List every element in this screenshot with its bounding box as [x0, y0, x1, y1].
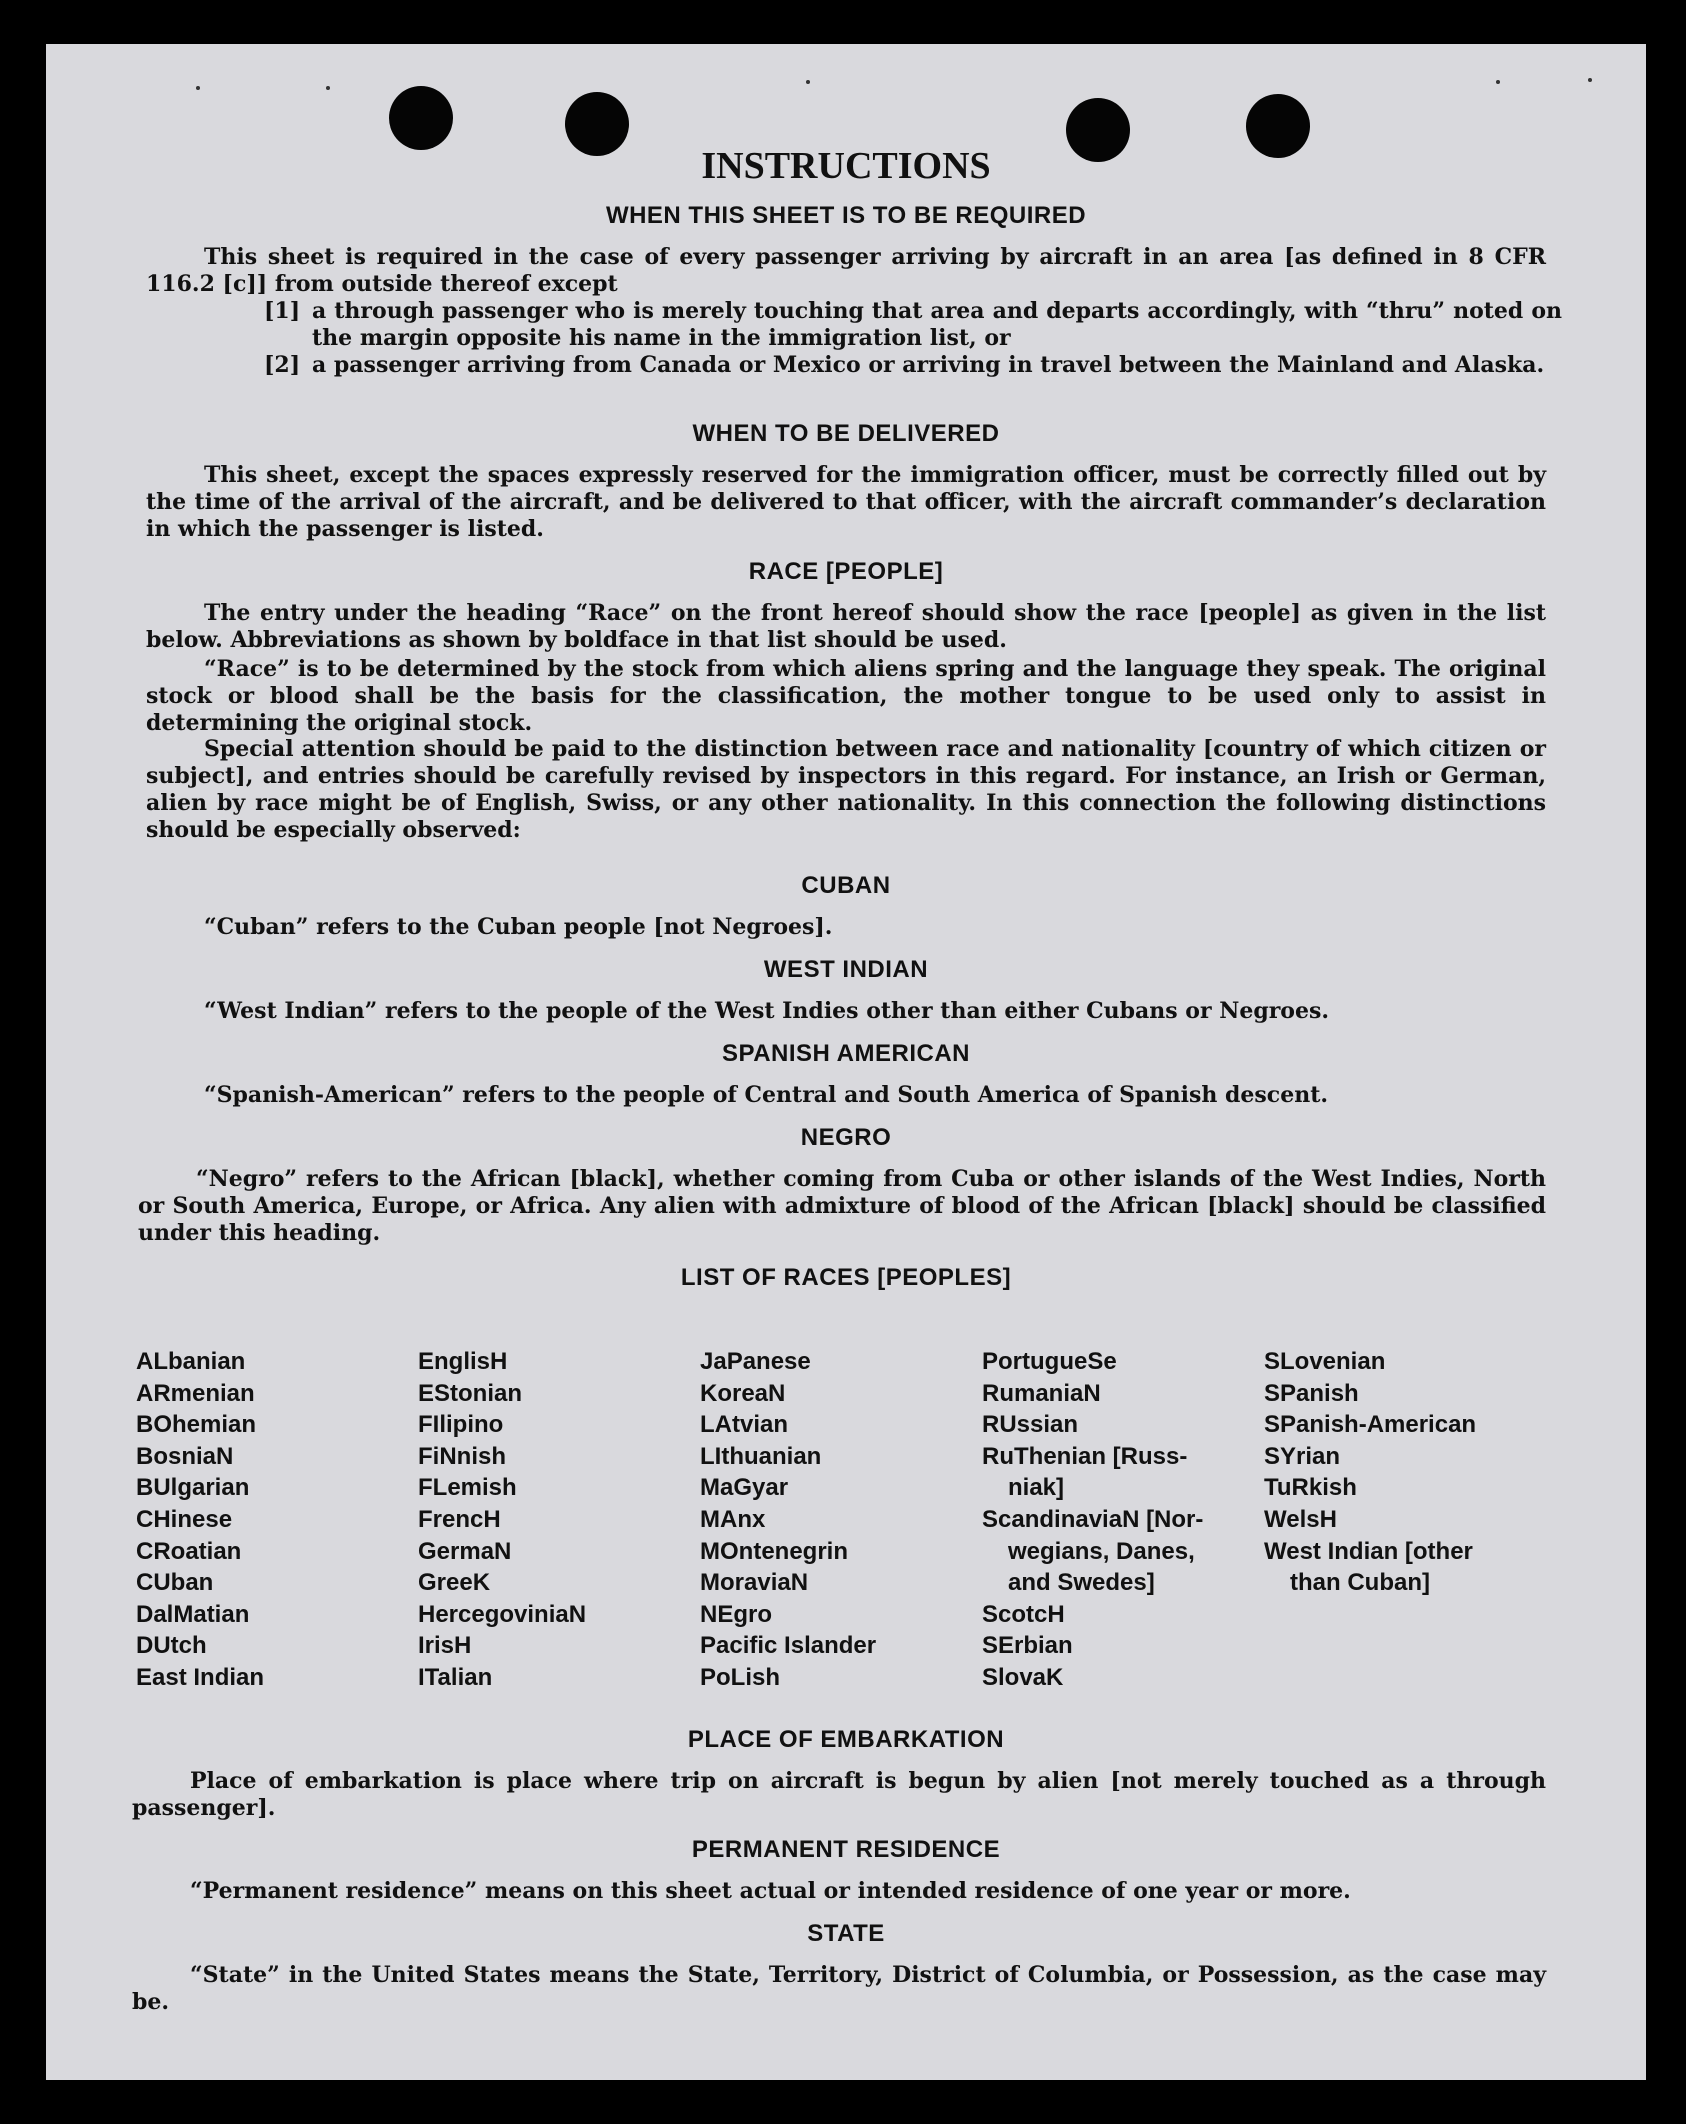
race-entry: SPanish-American	[1264, 1411, 1477, 1439]
race-entry: East Indian	[136, 1663, 265, 1691]
race-entry: BOhemian	[136, 1411, 257, 1439]
race-entry: RuThenian [Russ-	[982, 1442, 1188, 1470]
race-entry-continuation: and Swedes]	[1008, 1569, 1155, 1597]
race-entry: TuRkish	[1264, 1474, 1357, 1502]
heading-permanent-residence: PERMANENT RESIDENCE	[691, 1836, 1001, 1863]
race-entry: FIlipino	[418, 1411, 504, 1439]
race-column-5	[1264, 1346, 1544, 1599]
race-entry: FLemish	[418, 1474, 517, 1502]
race-column-3	[700, 1346, 980, 1694]
race-entry: BosniaN	[136, 1442, 234, 1470]
item-text: a passenger arriving from Canada or Mexico or arriving in travel between the Mainland and Alaska.	[312, 352, 1545, 378]
race-entry: WelsH	[1264, 1505, 1337, 1533]
race-entry: PoLish	[700, 1663, 781, 1691]
race-entry-continuation: wegians, Danes,	[1008, 1537, 1195, 1565]
heading-state: STATE	[807, 1920, 885, 1947]
heading-cuban: CUBAN	[801, 872, 891, 899]
heading-list-of-races: LIST OF RACES [PEOPLES]	[680, 1264, 1012, 1291]
heading-west-indian: WEST INDIAN	[763, 956, 929, 983]
race-entry: GermaN	[418, 1537, 512, 1565]
cuban-text: “Cuban” refers to the Cuban people [not Negroes].	[204, 914, 833, 940]
race-entry-continuation: than Cuban]	[1290, 1569, 1430, 1597]
race-entry: LIthuanian	[700, 1442, 822, 1470]
negro-text: “Negro” refers to the African [black], whether coming from Cuba or other islands of the West Indies, North or South America, Europe, or Africa. Any alien with admixture of blood of the African [black] should be classified under this heading.	[138, 1166, 1546, 1246]
race-entry: SPanish	[1264, 1379, 1359, 1407]
race-entry-continuation: niak]	[1008, 1474, 1065, 1502]
item-number: [1]	[264, 298, 301, 324]
race-entry: ScandinaviaN [Nor-	[982, 1505, 1204, 1533]
race-entry: CUban	[136, 1569, 214, 1597]
race-paragraph-3: Special attention should be paid to the distinction between race and nationality [country of which citizen or subject], and entries should be carefully revised by inspectors in this regard. For instance, an Irish or German, alien by race might be of English, Swiss, or any other nationality. In this connection the following distinctions should be especially observed:	[146, 736, 1546, 843]
race-entry: SYrian	[1264, 1442, 1341, 1470]
race-list	[136, 1346, 1566, 1702]
race-entry: RumaniaN	[982, 1379, 1101, 1407]
race-column-1	[136, 1346, 416, 1694]
race-paragraph-1: The entry under the heading “Race” on the front hereof should show the race [people] as given in the list below. Abbreviations as shown by boldface in that list should be used.	[146, 600, 1546, 653]
race-entry: SLovenian	[1264, 1348, 1386, 1375]
race-entry: CHinese	[136, 1505, 233, 1533]
race-entry: HercegoviniaN	[418, 1600, 587, 1628]
heading-when-required: WHEN THIS SHEET IS TO BE REQUIRED	[605, 202, 1087, 229]
race-entry: FrencH	[418, 1505, 501, 1533]
state-text: “State” in the United States means the State, Territory, District of Columbia, or Possession, as the case may be.	[132, 1962, 1546, 2015]
heading-spanish-american: SPANISH AMERICAN	[721, 1040, 970, 1067]
race-entry: SErbian	[982, 1632, 1073, 1660]
race-entry: DUtch	[136, 1632, 207, 1660]
when-delivered-text: This sheet, except the spaces expressly reserved for the immigration officer, must be correctly filled out by the time of the arrival of the aircraft, and be delivered to that officer, with the aircraft commander’s declaration in which the passenger is listed.	[146, 462, 1546, 542]
race-column-2	[418, 1346, 698, 1694]
race-entry: ITalian	[418, 1663, 493, 1691]
race-entry: JaPanese	[700, 1348, 811, 1375]
race-entry: EStonian	[418, 1379, 523, 1407]
page-title: INSTRUCTIONS	[701, 145, 991, 187]
race-entry: CRoatian	[136, 1537, 242, 1565]
race-entry: West Indian [other	[1264, 1537, 1473, 1565]
race-column-4	[982, 1346, 1262, 1694]
race-entry: KoreaN	[700, 1379, 786, 1407]
race-entry: Pacific Islander	[700, 1632, 877, 1660]
west-indian-text: “West Indian” refers to the people of the West Indies other than either Cubans or Negroes.	[204, 998, 1330, 1024]
race-entry: ARmenian	[136, 1379, 255, 1407]
race-entry: DalMatian	[136, 1600, 250, 1628]
heading-race: RACE [PEOPLE]	[748, 558, 944, 585]
heading-when-delivered: WHEN TO BE DELIVERED	[692, 420, 1000, 447]
race-entry: LAtvian	[700, 1411, 789, 1439]
when-required-intro: This sheet is required in the case of every passenger arriving by aircraft in an area [as defined in 8 CFR 116.2 [c]] from outside thereof except	[146, 244, 1546, 297]
place-of-embarkation-text: Place of embarkation is place where trip on aircraft is begun by alien [not merely touched as a through passenger].	[132, 1768, 1546, 1821]
race-entry: IrisH	[418, 1632, 472, 1660]
instructions-content	[46, 44, 1646, 2080]
item-number: [2]	[264, 352, 301, 378]
spanish-american-text: “Spanish-American” refers to the people of Central and South America of Spanish descent.	[204, 1082, 1329, 1108]
exception-item-1	[264, 298, 1564, 354]
race-entry: NEgro	[700, 1600, 772, 1628]
race-entry: GreeK	[418, 1569, 491, 1597]
exception-item-2	[264, 352, 1564, 408]
race-paragraph-2: “Race” is to be determined by the stock from which aliens spring and the language they speak. The original stock or blood shall be the basis for the classification, the mother tongue to be used only to assist in determining the original stock.	[146, 656, 1546, 736]
heading-place-of-embarkation: PLACE OF EMBARKATION	[687, 1726, 1005, 1753]
race-entry: ScotcH	[982, 1600, 1065, 1628]
race-entry: BUlgarian	[136, 1474, 250, 1502]
race-entry: PortugueSe	[982, 1348, 1117, 1375]
permanent-residence-text: “Permanent residence” means on this sheet actual or intended residence of one year or more.	[190, 1878, 1351, 1904]
heading-negro: NEGRO	[800, 1124, 892, 1151]
race-entry: MoraviaN	[700, 1569, 809, 1597]
race-entry: MaGyar	[700, 1474, 789, 1502]
race-entry: SlovaK	[982, 1663, 1064, 1691]
race-entry: RUssian	[982, 1411, 1079, 1439]
item-text: a through passenger who is merely touching that area and departs accordingly, with “thru” noted on the margin opposite his name in the immigration list, or	[312, 298, 1562, 351]
race-entry: ALbanian	[136, 1348, 246, 1375]
race-entry: FiNnish	[418, 1442, 506, 1470]
race-entry: EnglisH	[418, 1348, 508, 1375]
race-entry: MAnx	[700, 1505, 766, 1533]
race-entry: MOntenegrin	[700, 1537, 848, 1565]
document-page	[46, 44, 1646, 2080]
